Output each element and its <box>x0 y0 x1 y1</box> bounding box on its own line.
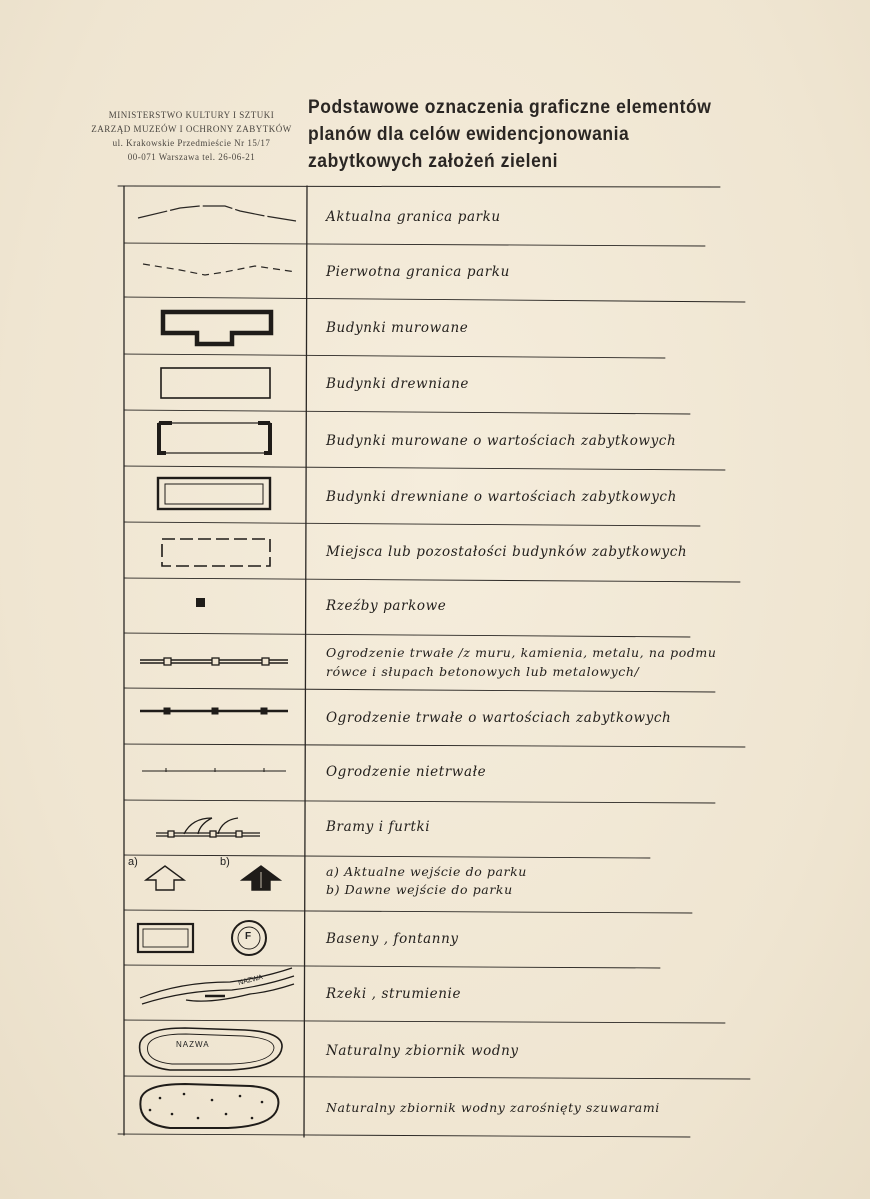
legend-row-text: Budynki drewniane <box>326 376 469 392</box>
legend-row-text-2: rówce i słupach betonowych lub metalowych/ <box>326 664 640 679</box>
bracket-rectangle-icon <box>159 423 270 453</box>
stamp-line: 00-071 Warszawa tel. 26-06-21 <box>127 152 256 162</box>
dashed-rectangle-icon <box>162 539 270 566</box>
legend-row-text: Ogrodzenie trwałe o wartościach zabytkowych <box>326 710 672 726</box>
fence-solid-posts-icon <box>140 708 288 714</box>
thick-building-outline-icon <box>163 312 271 344</box>
river-name-label: NAZWA <box>237 974 264 987</box>
fountain-letter: F <box>245 931 252 942</box>
legend-row-text: Aktualna granica parku <box>326 209 501 225</box>
pond-name-label: NAZWA <box>176 1040 210 1049</box>
entrance-label-a: a) <box>128 856 138 868</box>
title-line: planów dla celów ewidencjonowania <box>308 124 630 145</box>
legend-row-text: Ogrodzenie nietrwałe <box>326 764 487 780</box>
legend-row-text: Budynki drewniane o wartościach zabytkowych <box>326 489 677 505</box>
thin-rectangle-icon <box>161 368 270 398</box>
stamp-line: MINISTERSTWO KULTURY I SZTUKI <box>108 110 275 120</box>
title-line: zabytkowych założeń zieleni <box>308 151 558 172</box>
legend-row-text: Miejsca lub pozostałości budynków zabytkowych <box>326 544 688 560</box>
legend-row-text: Naturalny zbiornik wodny zarośnięty szuwarami <box>326 1100 660 1115</box>
legend-row-text: Rzeki , strumienie <box>326 986 462 1002</box>
gate-icon <box>156 818 260 837</box>
fence-thin-icon <box>142 768 286 772</box>
title-line: Podstawowe oznaczenia graficzne elementów <box>308 97 712 118</box>
legend-row-text: Pierwotna granica parku <box>326 264 510 280</box>
entrance-label-b: b) <box>220 856 230 868</box>
entrance-arrows-icon <box>146 866 280 890</box>
legend-row-text: Budynki murowane <box>326 320 469 336</box>
legend-row-text: Rzeźby parkowe <box>326 598 447 614</box>
legend-row-text: Baseny , fontanny <box>326 931 459 947</box>
reed-pond-icon <box>140 1084 278 1128</box>
dash-line-icon <box>138 206 296 221</box>
broken-dash-line-icon <box>143 264 296 275</box>
fence-posts-icon <box>140 658 288 665</box>
legend-row-text: Bramy i furtki <box>326 819 431 835</box>
legend-row-text: Ogrodzenie trwałe /z muru, kamienia, metalu, na podmu <box>326 645 717 660</box>
legend-row-text-2: b) Dawne wejście do parku <box>326 882 513 897</box>
stamp-line: ul. Krakowskie Przedmieście Nr 15/17 <box>112 138 271 148</box>
legend-row-text: a) Aktualne wejście do parku <box>326 864 527 879</box>
stamp-line: ZARZĄD MUZEÓW I OCHRONY ZABYTKÓW <box>91 124 292 134</box>
pond-icon <box>140 1028 282 1070</box>
legend-row-text: Budynki murowane o wartościach zabytkowych <box>326 433 677 449</box>
legend-row-text: Naturalny zbiornik wodny <box>326 1043 519 1059</box>
river-icon <box>140 968 294 1004</box>
filled-square-icon <box>196 598 205 607</box>
double-rectangle-icon <box>158 478 270 509</box>
